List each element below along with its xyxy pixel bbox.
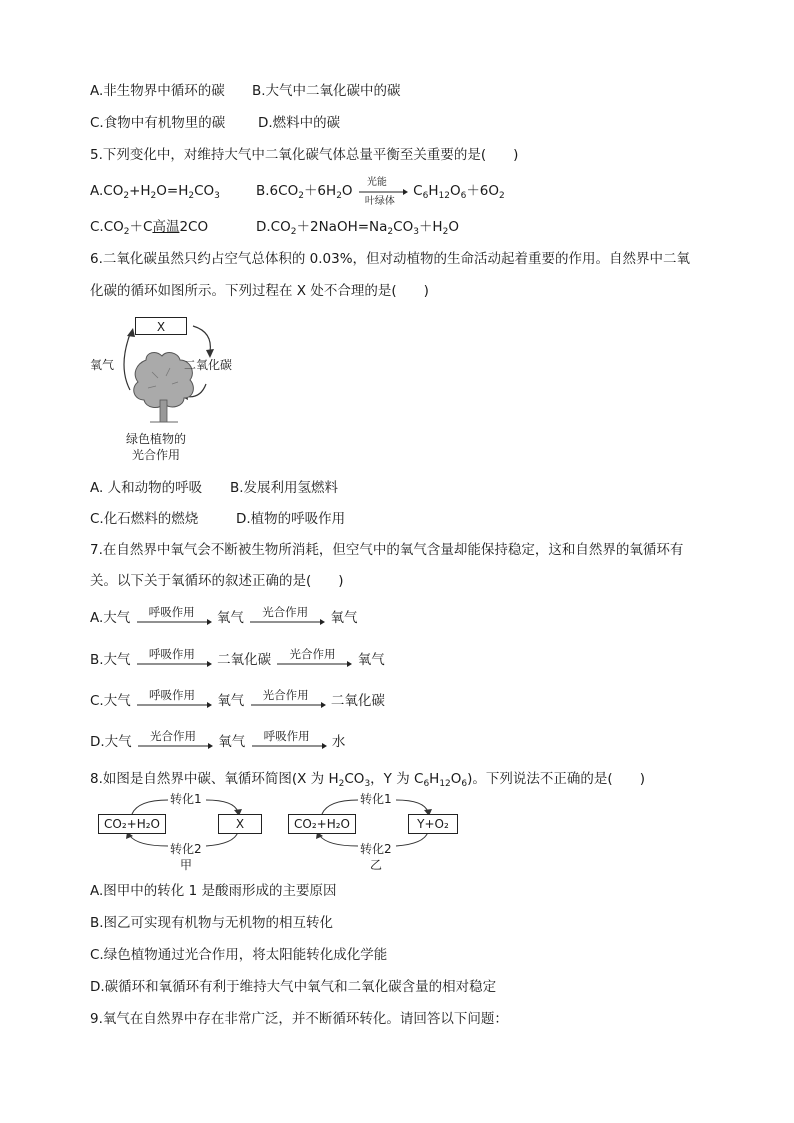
q6-label-co2: 二氧化碳 <box>184 358 233 372</box>
q4-option-c: C.食物中有机物里的碳 <box>90 115 226 131</box>
q8-yi-left-box: CO₂+H₂O <box>288 814 356 834</box>
q7d-arrow1: 光合作用 <box>136 732 214 752</box>
q8-yi-top-label: 转化1 <box>360 792 392 806</box>
q7c-arrow1: 呼吸作用 <box>135 691 213 711</box>
q6-label-oxygen: 氧气 <box>90 358 115 372</box>
q8-option-a: A.图甲中的转化 1 是酸雨形成的主要原因 <box>90 883 337 899</box>
q8-jia-bottom-label: 转化2 <box>170 842 202 856</box>
q5-cond-bottom: 叶绿体 <box>364 196 395 207</box>
arrow-icon <box>249 701 327 709</box>
q8-yi-right-box: Y+O₂ <box>408 814 458 834</box>
q5-stem: 5.下列变化中，对维持大气中二氧化碳气体总量平衡至关重要的是( ) <box>90 147 519 163</box>
arrow-icon <box>250 742 328 750</box>
q8-option-d: D.碳循环和氧循环有利于维持大气中氧气和二氧化碳含量的相对稳定 <box>90 979 497 995</box>
q7-stem-line2: 关。以下关于氧循环的叙述正确的是( ) <box>90 573 344 589</box>
q6-option-d: D.植物的呼吸作用 <box>236 511 346 527</box>
q5-option-a: $A.CO_2+H_2O=H_2CO_3$ <box>90 183 220 201</box>
q7-option-b: B.大气 呼吸作用 二氧化碳 光合作用 氧气 <box>90 647 385 668</box>
q6-option-c: C.化石燃料的燃烧 <box>90 511 199 527</box>
q8-jia-right-box: X <box>218 814 262 834</box>
q7a-arrow2: 光合作用 <box>248 608 326 628</box>
q4-option-b: B.大气中二氧化碳中的碳 <box>252 83 401 99</box>
q8-jia-top-label: 转化1 <box>170 792 202 806</box>
q7-stem-line1: 7.在自然界中氧气会不断被生物所消耗，但空气中的氧气含量却能保持稳定，这和自然界的氧循环有 <box>90 542 684 558</box>
q7b-arrow2: 光合作用 <box>275 650 353 670</box>
q7-option-d: D.大气 光合作用 氧气 呼吸作用 水 <box>90 729 346 750</box>
arrow-icon <box>135 701 213 709</box>
q7-option-a: A.大气 呼吸作用 氧气 光合作用 氧气 <box>90 605 358 626</box>
arrow-icon <box>275 660 353 668</box>
arrow-icon <box>135 660 213 668</box>
arrow-icon <box>136 742 214 750</box>
q5-option-b: $B.6CO_2+6H_2O$ 光能 叶绿体 $C_6H_{12}O_6+6O_2$ <box>256 181 505 206</box>
q7b-arrow1: 呼吸作用 <box>135 650 213 670</box>
q5-option-d: $D.CO_2+2NaOH=Na_2CO_3+H_2O$ <box>256 219 459 237</box>
q8-diagram-jia <box>98 792 268 876</box>
q5-option-c: $C.CO_2+C$高温2CO <box>90 219 209 237</box>
q8-yi-caption: 乙 <box>370 858 383 872</box>
q6-stem-line2: 化碳的循环如图所示。下列过程在 X 处不合理的是( ) <box>90 283 429 299</box>
q4-option-a: A.非生物界中循环的碳 <box>90 83 225 99</box>
q7c-arrow2: 光合作用 <box>249 691 327 711</box>
q6-option-b: B.发展利用氢燃料 <box>230 480 339 496</box>
q6-box-x: X <box>135 317 187 335</box>
arrow-icon <box>248 618 326 626</box>
q8-option-c: C.绿色植物通过光合作用，将太阳能转化成化学能 <box>90 947 388 963</box>
q6-option-a: A. 人和动物的呼吸 <box>90 480 203 496</box>
q7a-arrow1: 呼吸作用 <box>135 608 213 628</box>
q7-option-c: C.大气 呼吸作用 氧气 光合作用 二氧化碳 <box>90 688 385 709</box>
q7d-arrow2: 呼吸作用 <box>250 732 328 752</box>
q6-caption-line2: 光合作用 <box>132 448 181 462</box>
q6-cycle-diagram <box>88 312 258 462</box>
q5-reaction-arrow <box>357 177 409 207</box>
q6-caption-line1: 绿色植物的 <box>126 432 187 446</box>
q8-option-b: B.图乙可实现有机物与无机物的相互转化 <box>90 915 334 931</box>
q8-jia-caption: 甲 <box>180 858 193 872</box>
q8-jia-left-box: CO₂+H₂O <box>98 814 166 834</box>
q5-cond-top: 光能 <box>366 177 387 188</box>
q8-stem: 8.如图是自然界中碳、氧循环简图(X 为 $H_2CO_3$，Y 为 $C_6H_{12}O_6$)。下列说法不正确的是( ) <box>90 771 645 789</box>
q8-diagram-yi <box>288 792 458 876</box>
q6-stem-line1: 6.二氧化碳虽然只约占空气总体积的 0.03%，但对动植物的生命活动起着重要的作用。自然界中二氧 <box>90 251 691 267</box>
q4-option-d: D.燃料中的碳 <box>258 115 341 131</box>
arrow-icon <box>135 618 213 626</box>
q9-stem: 9.氧气在自然界中存在非常广泛，并不断循环转化。请回答以下问题： <box>90 1011 508 1027</box>
q8-yi-bottom-label: 转化2 <box>360 842 392 856</box>
